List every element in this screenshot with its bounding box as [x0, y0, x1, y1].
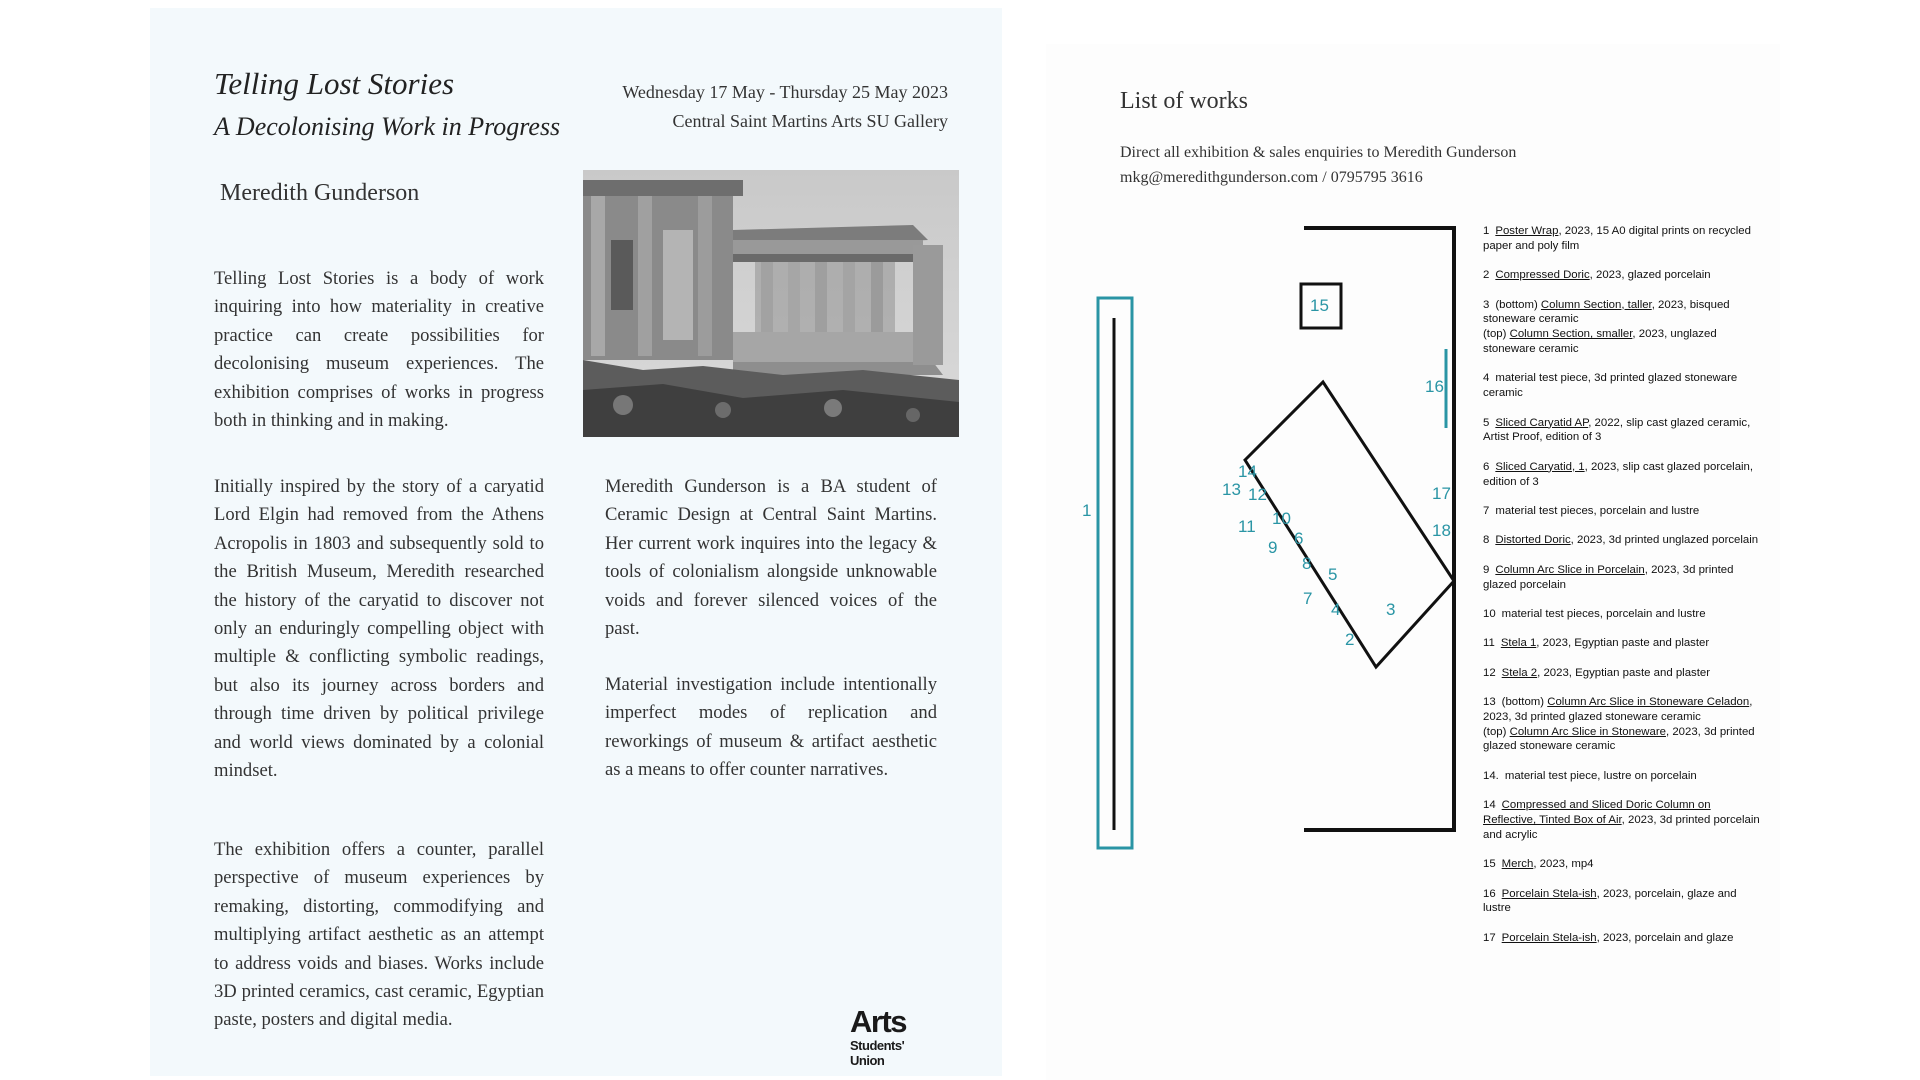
plan-label-12: 12	[1248, 485, 1267, 504]
work-number: 17	[1483, 931, 1496, 944]
work-item	[1483, 887, 1763, 917]
work-details: material test piece, lustre on porcelain	[1504, 769, 1697, 782]
plan-label-17: 17	[1432, 484, 1451, 503]
exhibition-dates	[622, 78, 948, 136]
work-details: , 2023, 3d printed glazed porcelain	[1483, 563, 1734, 591]
work-title: Merch	[1501, 858, 1534, 871]
work-item	[1483, 371, 1763, 401]
list-of-works-page	[1046, 44, 1780, 1080]
plan-label-2: 2	[1345, 630, 1355, 649]
work-details: , 2023, 3d printed glazed stoneware ceramic	[1483, 725, 1755, 753]
artist-bio-paragraph: Meredith Gunderson is a BA student of Ceramic Design at Central Saint Martins. Her current work inquires into the legacy & tools of colonialism alongside unknowable voids and forever silenced voices of the past.	[605, 476, 937, 640]
work-title: Stela 1	[1500, 637, 1537, 650]
work-item	[1483, 636, 1763, 651]
work-details: , 2023, unglazed stoneware ceramic	[1483, 328, 1717, 355]
plan-label-14: 14	[1238, 462, 1257, 481]
work-details: , 2023, Egyptian paste and plaster	[1537, 666, 1711, 679]
work-details: material test piece, 3d printed glazed stoneware ceramic	[1483, 372, 1738, 400]
work-number: 4	[1483, 372, 1490, 385]
plan-label-8: 8	[1302, 554, 1312, 573]
plan-label-5: 5	[1328, 565, 1338, 584]
work-position: (top)	[1483, 328, 1510, 341]
work-item	[1483, 607, 1763, 622]
work-number: 8	[1483, 534, 1490, 547]
plan-label-6: 6	[1294, 529, 1304, 548]
work-number: 1	[1483, 225, 1490, 237]
work-number: 11	[1483, 637, 1495, 650]
plan-label-10: 10	[1272, 509, 1291, 528]
arts-su-logo: Arts Students' Union	[850, 1004, 907, 1068]
work-number: 14	[1483, 799, 1496, 812]
work-details: , 2023, glazed porcelain	[1589, 269, 1711, 282]
work-number: 10	[1483, 607, 1496, 620]
work-details: material test pieces, porcelain and lustre	[1495, 504, 1700, 517]
plan-label-1: 1	[1082, 501, 1092, 520]
plan-label-7: 7	[1303, 589, 1313, 608]
work-details: , 2023, mp4	[1533, 858, 1594, 871]
work-title: Sliced Caryatid, 1	[1495, 460, 1585, 473]
work-item	[1483, 666, 1763, 681]
work-item	[1483, 416, 1763, 446]
date-range: Wednesday 17 May - Thursday 25 May 2023	[622, 82, 948, 102]
work-details: , 2023, 3d printed unglazed porcelain	[1570, 534, 1759, 547]
work-item	[1483, 857, 1763, 872]
plan-label-15: 15	[1310, 296, 1329, 315]
work-details: , 2023, porcelain, glaze and lustre	[1483, 887, 1737, 915]
venue: Central Saint Martins Arts SU Gallery	[672, 111, 948, 131]
work-title: Stela 2	[1501, 666, 1538, 679]
works-list	[1483, 224, 1763, 960]
plan-number-labels	[1082, 296, 1451, 649]
work-number: 6	[1483, 460, 1490, 473]
work-item	[1483, 298, 1763, 357]
work-item	[1483, 224, 1763, 254]
work-details: , 2023, 15 A0 digital prints on recycled paper and poly film	[1483, 225, 1751, 252]
exhibition-paragraph: The exhibition offers a counter, parallel perspective of museum experiences by remaking, distorting, commodifying and multiplying artifact aesthetic as an attempt to address voids and biases. Works include 3D printed ceramics, cast ceramic, Egyptian paste, posters and digital media.	[214, 839, 544, 1031]
work-position: (top)	[1483, 725, 1510, 738]
plan-label-11: 11	[1238, 517, 1256, 536]
work-details: material test pieces, porcelain and lustre	[1501, 607, 1706, 620]
enquiry-line: Direct all exhibition & sales enquiries to Meredith Gunderson	[1120, 144, 1517, 161]
work-title: Porcelain Stela-ish	[1501, 887, 1597, 900]
work-title: Distorted Doric	[1495, 534, 1571, 547]
work-number: 16	[1483, 887, 1496, 900]
plan-label-13: 13	[1222, 480, 1241, 499]
inspiration-paragraph: Initially inspired by the story of a caryatid Lord Elgin had removed from the Athens Acropolis in 1803 and subsequently sold to the British Museum, Meredith researched the history of the caryatid to discover not only an enduringly compelling object with multiple & conflicting symbolic readings, but also its journey across borders and through time driven by political privilege and world views dominated by a colonial mindset.	[214, 476, 544, 782]
work-title: Porcelain Stela-ish	[1501, 931, 1597, 944]
work-title: Column Section, taller	[1540, 298, 1652, 311]
work-title: Column Arc Slice in Porcelain	[1495, 563, 1645, 576]
work-item	[1483, 931, 1763, 946]
work-number: 2	[1483, 269, 1490, 282]
work-number: 14.	[1483, 769, 1499, 782]
plan-label-4: 4	[1331, 600, 1341, 619]
work-number: 9	[1483, 563, 1490, 576]
work-title: Sliced Caryatid AP	[1495, 416, 1589, 429]
work-details: , 2023, bisqued stoneware ceramic	[1483, 298, 1730, 326]
plan-label-16: 16	[1425, 377, 1444, 396]
caryatid-porch-image	[583, 170, 959, 437]
contact-line: mkg@meredithgunderson.com / 0795795 3616	[1120, 169, 1423, 186]
erechtheion-photo	[583, 170, 959, 437]
intro-paragraph: Telling Lost Stories is a body of work inquiring into how materiality in creative practice can create possibilities for decolonising museum experiences. The exhibition comprises of works in progress both in thinking and in making.	[214, 268, 544, 432]
exhibition-poster	[150, 8, 1002, 1076]
work-number: 13	[1483, 696, 1496, 709]
poster-subtitle: A Decolonising Work in Progress	[214, 112, 561, 141]
work-details: , 2022, slip cast glazed ceramic, Artist Proof, edition of 3	[1483, 416, 1751, 444]
work-number: 7	[1483, 504, 1490, 517]
work-position: (bottom)	[1495, 298, 1541, 311]
work-item	[1483, 769, 1763, 784]
work-details: , 2023, 3d printed porcelain and acrylic	[1483, 814, 1760, 841]
work-item	[1483, 533, 1763, 548]
plan-label-9: 9	[1268, 538, 1278, 557]
work-number: 5	[1483, 416, 1490, 429]
artist-name: Meredith Gunderson	[220, 180, 420, 206]
work-number: 3	[1483, 298, 1490, 311]
work-details: , 2023, slip cast glazed porcelain, edition of 3	[1483, 460, 1754, 488]
work-title: Column Arc Slice in Stoneware	[1509, 725, 1666, 738]
work-details: , 2023, Egyptian paste and plaster	[1536, 637, 1710, 650]
work-title: Compressed Doric	[1495, 269, 1590, 282]
material-paragraph: Material investigation include intentionally imperfect modes of replication and reworkings of museum & artifact aesthetic as a means to offer counter narratives.	[605, 674, 937, 781]
work-title: Column Section, smaller	[1509, 328, 1633, 341]
work-item	[1483, 798, 1763, 842]
work-details: , 2023, porcelain and glaze	[1596, 931, 1734, 944]
work-item	[1483, 504, 1763, 519]
poster-title: Telling Lost Stories	[214, 66, 455, 101]
work-item	[1483, 695, 1763, 754]
work-item	[1483, 460, 1763, 490]
work-item	[1483, 268, 1763, 283]
work-title: Compressed and Sliced Doric Column on Reflective, Tinted Box of Air	[1483, 799, 1711, 827]
plan-label-18: 18	[1432, 521, 1451, 540]
work-details: , 2023, 3d printed glazed stoneware ceramic	[1483, 696, 1753, 723]
work-position: (bottom)	[1501, 696, 1548, 709]
plan-label-3: 3	[1386, 600, 1396, 619]
work-item	[1483, 563, 1763, 593]
work-title: Poster Wrap	[1495, 225, 1559, 237]
list-title: List of works	[1120, 88, 1248, 114]
work-title: Column Arc Slice in Stoneware Celadon	[1547, 696, 1750, 709]
work-number: 12	[1483, 666, 1496, 679]
work-number: 15	[1483, 858, 1496, 871]
